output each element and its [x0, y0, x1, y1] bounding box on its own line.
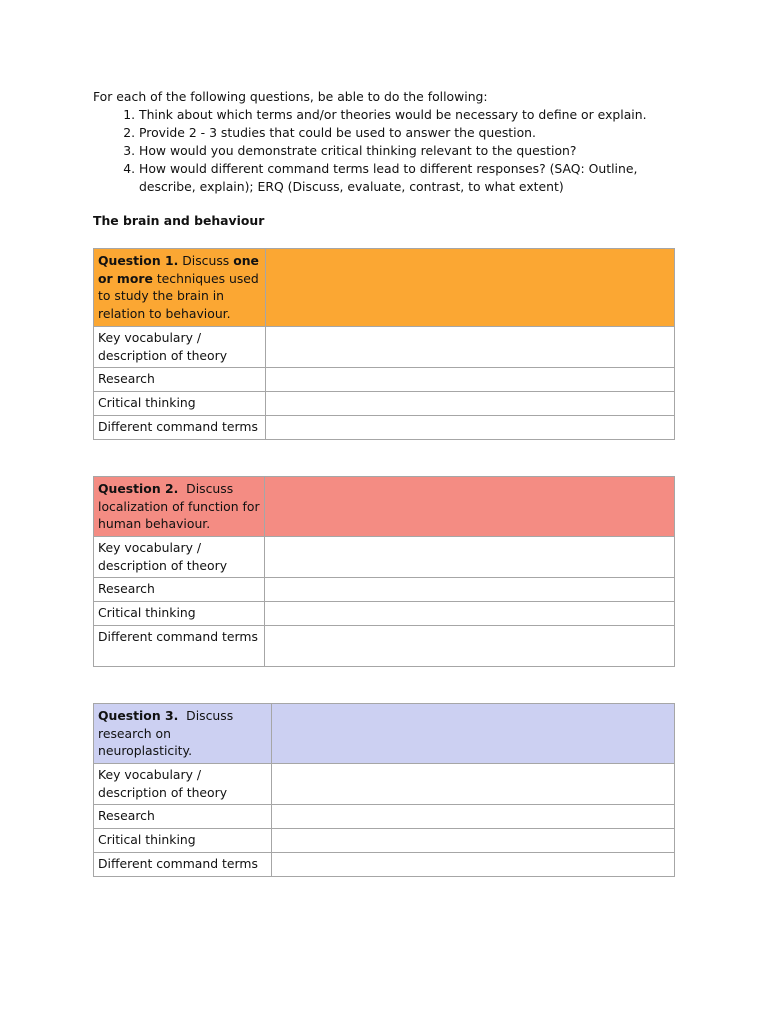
- table-row: [94, 853, 675, 877]
- instruction-item: 2. Provide 2 - 3 studies that could be used to answer the question.: [139, 124, 693, 142]
- row-label: Critical thinking: [94, 392, 266, 416]
- instruction-item: 1. Think about which terms and/or theories would be necessary to define or explain.: [139, 106, 693, 124]
- answer-cell[interactable]: [266, 392, 675, 416]
- answer-cell[interactable]: [272, 764, 675, 805]
- question-table-1: [93, 248, 675, 440]
- answer-cell[interactable]: [266, 327, 675, 368]
- row-label: Key vocabulary / description of theory: [94, 327, 266, 368]
- question-text: techniques used to study the brain in relation to behaviour.: [98, 270, 259, 321]
- answer-cell[interactable]: [272, 805, 675, 829]
- question-text: Discuss: [178, 253, 234, 268]
- table-row: [94, 602, 675, 626]
- row-label: Different command terms: [94, 853, 272, 877]
- row-label: Key vocabulary / description of theory: [94, 537, 265, 578]
- instructions: [93, 88, 693, 196]
- question-prompt: [94, 704, 272, 764]
- row-label: Critical thinking: [94, 602, 265, 626]
- answer-cell[interactable]: [265, 537, 675, 578]
- table-row: [94, 392, 675, 416]
- section-heading: The brain and behaviour: [93, 213, 265, 228]
- question-row: [94, 249, 675, 327]
- question-row: [94, 704, 675, 764]
- answer-cell[interactable]: [266, 368, 675, 392]
- question-emphasis: one or more: [98, 253, 259, 286]
- question-row: [94, 477, 675, 537]
- instructions-lead: For each of the following questions, be able to do the following:: [93, 89, 488, 104]
- answer-cell[interactable]: [266, 416, 675, 440]
- table-row: [94, 537, 675, 578]
- question-text: Discuss localization of function for human behaviour.: [98, 481, 264, 532]
- row-label: Key vocabulary / description of theory: [94, 764, 272, 805]
- row-label: Critical thinking: [94, 829, 272, 853]
- row-label: Different command terms: [94, 416, 266, 440]
- question-table-2: [93, 476, 675, 667]
- table-row: [94, 805, 675, 829]
- table-row: [94, 368, 675, 392]
- row-label: Research: [94, 368, 266, 392]
- answer-cell[interactable]: [272, 829, 675, 853]
- question-label: Question 1.: [98, 253, 179, 268]
- answer-cell[interactable]: [266, 249, 675, 327]
- answer-cell[interactable]: [265, 602, 675, 626]
- row-label: Research: [94, 805, 272, 829]
- answer-cell[interactable]: [272, 704, 675, 764]
- answer-cell[interactable]: [265, 626, 675, 667]
- question-text: Discuss research on neuroplasticity.: [98, 708, 238, 759]
- table-row: [94, 829, 675, 853]
- question-label: Question 3.: [98, 708, 179, 723]
- table-row: [94, 578, 675, 602]
- answer-cell[interactable]: [272, 853, 675, 877]
- question-table-3: [93, 703, 675, 877]
- answer-cell[interactable]: [265, 578, 675, 602]
- table-row: [94, 327, 675, 368]
- table-row: [94, 764, 675, 805]
- table-row: [94, 416, 675, 440]
- question-label: Question 2.: [98, 481, 179, 496]
- question-prompt: [94, 249, 266, 327]
- row-label: Research: [94, 578, 265, 602]
- question-prompt: [94, 477, 265, 537]
- instruction-item: 4. How would different command terms lead to different responses? (SAQ: Outline, describe, explain); ERQ (Discuss, evaluate, contrast, to what extent): [139, 160, 693, 196]
- row-label: Different command terms: [94, 626, 265, 667]
- instructions-list: [93, 106, 693, 196]
- answer-cell[interactable]: [265, 477, 675, 537]
- instruction-item: 3. How would you demonstrate critical thinking relevant to the question?: [139, 142, 693, 160]
- table-row: [94, 626, 675, 667]
